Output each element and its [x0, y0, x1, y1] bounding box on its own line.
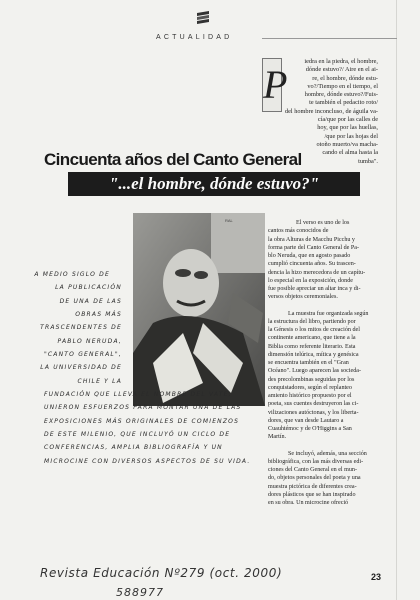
- poem-line: iedra en la piedra, el hombre,: [304, 58, 378, 65]
- body-line: El verso es uno de los: [296, 220, 350, 226]
- lead-line: EXPOSICIONES MÁS ORIGINALES DE COMIENZOS: [44, 417, 240, 425]
- body-line: La muestra fue organizada según: [288, 310, 369, 317]
- body-line: forma parte del Canto General de Pa-: [268, 244, 360, 251]
- photo-caption: RAL: [225, 218, 233, 223]
- body-line: dores plásticos que se han inspirado: [268, 491, 356, 498]
- poem-line: otoño muerto/va macha-: [316, 140, 378, 148]
- body-line: la Génesis o los mitos de creación del: [268, 327, 360, 333]
- lead-line: FUNDACIÓN QUE LLEVA EL NOMBRE DEL VATE,: [44, 391, 232, 399]
- body-line: la obra Alturas de Macchu Picchu y: [268, 236, 355, 243]
- body-line: Cuauhtémoc y de O'Higgins a San: [268, 426, 352, 432]
- body-line: lo especial en la exposición, donde: [268, 277, 353, 284]
- handwritten-catalog-code: 588977: [116, 586, 164, 599]
- body-line: continente americano, que tiene a la: [268, 335, 356, 342]
- body-line: versos objetos ceremoniales.: [268, 294, 338, 301]
- lead-line: LA PUBLICACIÓN: [55, 284, 122, 292]
- body-line: Biblia como referente literario. Esta: [268, 343, 356, 350]
- lead-line: OBRAS MÁS: [75, 311, 122, 319]
- body-line: la estructura del libro, partiendo por: [268, 318, 356, 325]
- body-line: poeta, sus cuentes destruyeron las ci-: [268, 401, 359, 408]
- body-line: se encuentra también en el "Gran: [268, 360, 349, 366]
- body-line: bibliográfica, con las más diversas edi-: [268, 458, 364, 465]
- body-line: cumplió cincuenta años. Su trascen-: [268, 261, 356, 268]
- body-line: dimensión telúrica, mítica y genésica: [268, 351, 359, 358]
- body-line: blo Neruda, que en agosto pasado: [268, 253, 351, 259]
- body-paragraph: [268, 450, 393, 508]
- handwritten-reference-note: Revista Educación Nº279 (oct. 2000): [40, 566, 283, 580]
- body-line: amiento histórico propuesto por el: [268, 393, 352, 399]
- poem-line: hoy, que por las huellas,: [317, 124, 378, 132]
- lead-line: LA UNIVERSIDAD DE: [40, 364, 122, 372]
- lead-line: CONFERENCIAS, AMPLIA BIBLIOGRAFÍA Y UN: [44, 444, 223, 452]
- body-line: vilizaciones autóctonas, y los liberta-: [268, 409, 359, 416]
- body-line: cantos más conocidos de: [268, 228, 329, 235]
- header-rule: [262, 38, 397, 39]
- article-title: Cincuenta años del Canto General: [44, 150, 302, 169]
- lead-line: DE ESTE MILENIO, QUE INCLUYÓ UN CICLO DE: [44, 431, 231, 439]
- body-line: Océano". Luego aparecen las socieda-: [268, 368, 361, 375]
- article-subtitle: "...el hombre, dónde estuvo?": [68, 172, 360, 196]
- lead-line: "CANTO GENERAL",: [43, 351, 122, 359]
- body-line: des precolombinas seguidas por los: [268, 376, 355, 383]
- poem-line: vo?/Tiempo en el tiempo, el: [307, 82, 378, 90]
- lead-line: PABLO NERUDA,: [57, 337, 122, 345]
- lead-line: CHILE Y LA: [77, 377, 122, 385]
- scan-edge-shadow: [396, 0, 397, 600]
- page-number: 23: [371, 572, 382, 582]
- poem-line: te también el pedacito roto/: [309, 99, 378, 107]
- body-line: conquistadores, según el replanteo: [268, 384, 352, 391]
- lead-line: MICROCINE CON DIVERSOS ASPECTOS DE SU VIDA.: [44, 457, 251, 465]
- body-line: dencia la hizo merecedora de un capítu-: [268, 269, 366, 276]
- section-label: ACTUALIDAD: [156, 34, 233, 41]
- body-paragraph: [268, 219, 393, 302]
- stacked-leaves-logo-icon: [196, 10, 210, 26]
- body-paragraph: [268, 310, 393, 442]
- poem-line: dónde estuvo?/ Aire en el ai-: [305, 66, 378, 74]
- body-line: muestra pictórica de diferentes crea-: [268, 483, 357, 490]
- poem-line: hombre, dónde estuvo?/Fuis-: [304, 91, 378, 99]
- body-line: ciones del Canto General en el mun-: [268, 467, 358, 473]
- poem-line: tumba".: [358, 157, 378, 165]
- lead-line: A MEDIO SIGLO DE: [34, 271, 110, 278]
- poem-line: /que por las hojas del: [324, 132, 378, 140]
- lead-line: UNIERON ESFUERZOS PARA MONTAR UNA DE LAS: [44, 404, 242, 412]
- body-line: en su obra. Un microcine ofreció: [268, 500, 349, 506]
- body-line: fue posible apreciar un altar inca y di-: [268, 286, 361, 292]
- body-line: Martín.: [268, 434, 287, 441]
- lead-paragraph: [14, 268, 262, 468]
- article-body: [268, 219, 393, 515]
- poem-line: cando el alma hasta la: [322, 149, 378, 157]
- lead-line: DE UNA DE LAS: [59, 297, 122, 305]
- drop-cap: P: [262, 58, 282, 112]
- body-line: Se incluyó, además, una sección: [288, 450, 367, 457]
- poem-line: del hombre inconcluso, de águila va-: [284, 107, 378, 115]
- poem-line: re, el hombre, dónde estu-: [312, 74, 378, 82]
- poem-line: cía/que por las calles de: [317, 116, 378, 124]
- lead-line: TRASCENDENTES DE: [40, 324, 122, 332]
- body-line: do, objetos personales del poeta y una: [268, 475, 361, 482]
- body-line: dores, que van desde Lautaro a: [268, 417, 344, 424]
